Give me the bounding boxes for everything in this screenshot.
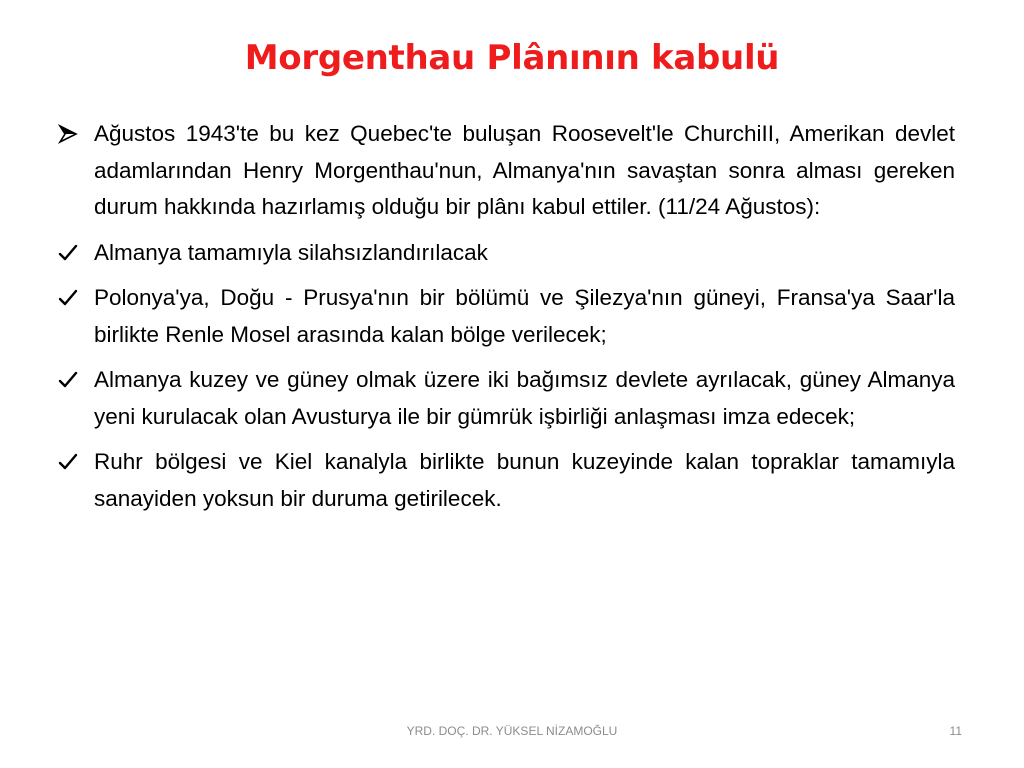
slide-title: Morgenthau Plânının kabulü xyxy=(244,38,780,78)
bullet-text: Almanya tamamıyla silahsızlandırılacak xyxy=(94,239,488,265)
footer-author: YRD. DOÇ. DR. YÜKSEL NİZAMOĞLU xyxy=(406,724,618,738)
bullet-item xyxy=(58,116,955,226)
bullet-item xyxy=(58,362,955,435)
bullet-text: Almanya kuzey ve güney olmak üzere iki bağımsız devlete ayrılacak, güney Almanya yeni kurulacak olan Avusturya ile bir gümrük işbirliği anlaşması imza edecek; xyxy=(94,367,955,429)
checkmark-icon xyxy=(58,280,84,316)
page-number: 11 xyxy=(949,724,962,738)
bullet-item xyxy=(58,280,955,353)
bullet-text: Polonya'ya, Doğu - Prusya'nın bir bölümü ve Şilezya'nın güneyi, Fransa'ya Saar'la birlikte Renle Mosel arasında kalan bölge verilecek; xyxy=(94,285,955,347)
bullet-text: Ruhr bölgesi ve Kiel kanalyla birlikte bunun kuzeyinde kalan topraklar tamamıyla sanayiden yoksun bir duruma getirilecek. xyxy=(94,449,955,511)
bullet-text: Ağustos 1943'te bu kez Quebec'te buluşan Roosevelt'le ChurchiII, Amerikan devlet adamlarından Henry Morgenthau'nun, Almanya'nın savaştan sonra alması gereken durum hakkında hazırlamış olduğu bir plânı kabul ettiler. (11/24 Ağustos): xyxy=(94,121,955,219)
arrow-bullet-icon xyxy=(58,116,84,152)
bullet-item xyxy=(58,235,955,272)
bullet-list xyxy=(58,116,955,526)
checkmark-icon xyxy=(58,444,84,480)
checkmark-icon xyxy=(58,362,84,398)
bullet-item xyxy=(58,444,955,517)
checkmark-icon xyxy=(58,235,84,271)
